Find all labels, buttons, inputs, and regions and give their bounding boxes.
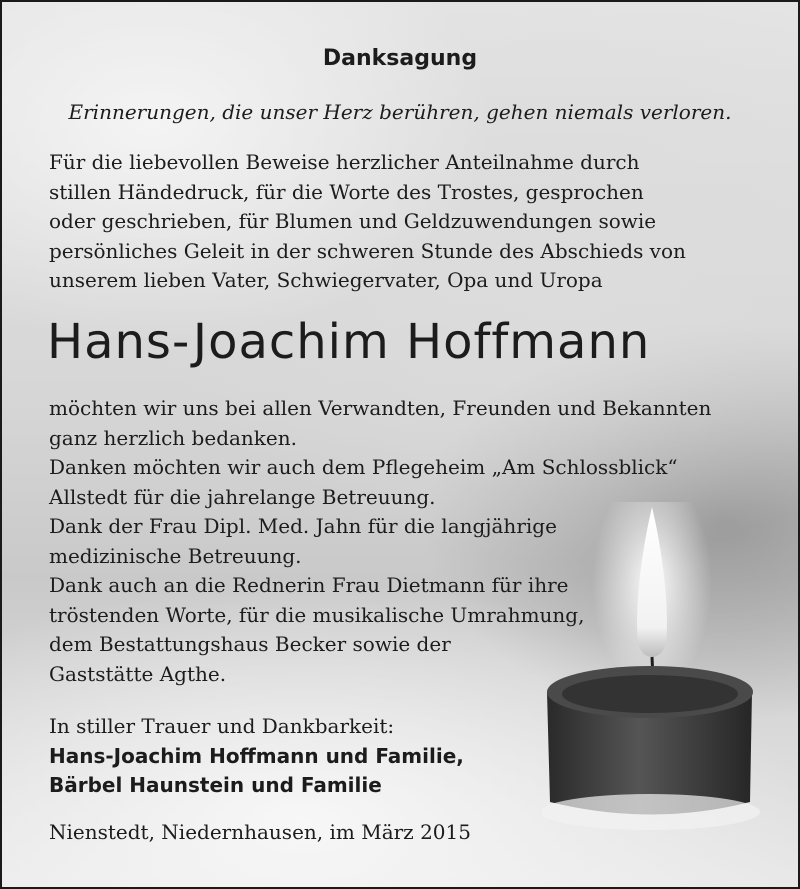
motto: Erinnerungen, die unser Herz berühren, gehen niemals verloren.	[68, 100, 732, 124]
signoff-intro: In stiller Trauer und Dankbarkeit:	[49, 714, 395, 738]
thanks-line: dem Bestattungshaus Becker sowie der	[49, 632, 451, 656]
signoff	[49, 712, 464, 801]
intro-line: unserem lieben Vater, Schwiegervater, Opa und Uropa	[49, 268, 603, 292]
thanks-line: tröstenden Worte, für die musikalische Umrahmung,	[49, 602, 585, 627]
thanks-line: Allstedt für die jahrelange Betreuung.	[49, 484, 436, 509]
deceased-name: Hans-Joachim Hoffmann	[47, 314, 651, 370]
thanks-line: ganz herzlich bedanken.	[49, 425, 297, 450]
intro-line: Für die liebevollen Beweise herzlicher Anteilnahme durch	[49, 150, 640, 174]
thanks-paragraph	[49, 394, 711, 689]
heading: Danksagung	[322, 46, 478, 71]
signoff-family: Hans-Joachim Hoffmann und Familie,	[49, 743, 464, 768]
thanks-line: Danken möchten wir auch dem Pflegeheim „Am Schlossblick“	[49, 455, 678, 479]
notice-text	[2, 2, 798, 887]
intro-line: persönliches Geleit in der schweren Stunde des Abschieds von	[49, 238, 686, 263]
intro-line: oder geschrieben, für Blumen und Geldzuwendungen sowie	[49, 209, 657, 233]
thanks-line: Dank auch an die Rednerin Frau Dietmann für ihre	[49, 573, 569, 597]
thanks-line: Dank der Frau Dipl. Med. Jahn für die langjährige	[49, 514, 557, 538]
thanks-line: Gaststätte Agthe.	[49, 661, 227, 686]
signoff-family: Bärbel Haunstein und Familie	[49, 773, 382, 797]
intro-paragraph	[49, 148, 686, 296]
thanks-line: möchten wir uns bei allen Verwandten, Freunden und Bekannten	[49, 396, 712, 420]
place-date: Nienstedt, Niedernhausen, im März 2015	[49, 820, 471, 844]
intro-line: stillen Händedruck, für die Worte des Trostes, gesprochen	[49, 179, 644, 204]
thanks-line: medizinische Betreuung.	[49, 543, 302, 568]
